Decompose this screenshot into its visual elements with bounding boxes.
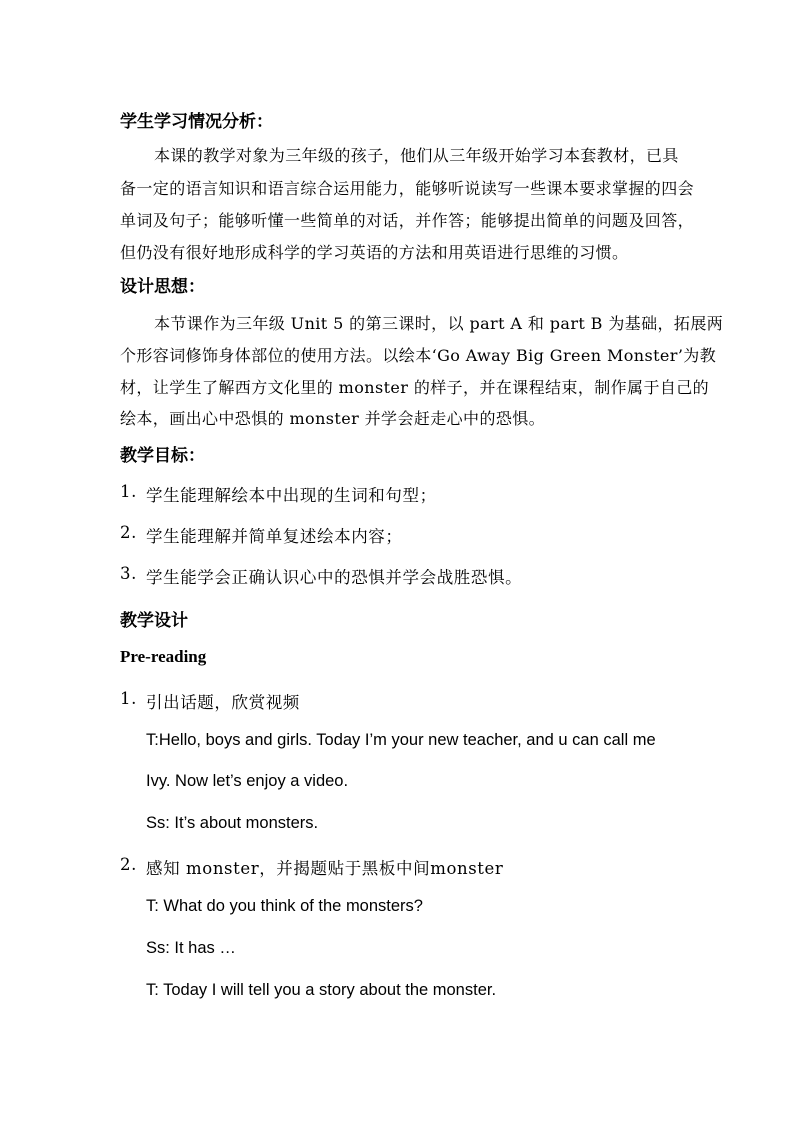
step-2-line-2: Ss: It has …: [146, 939, 236, 957]
stage-pre-reading: Pre-reading: [120, 647, 207, 666]
step-1-number: 1.: [120, 689, 137, 708]
goal-item-2-number: 2.: [120, 523, 137, 542]
step-1-title: 引出话题，欣赏视频: [146, 693, 300, 712]
analysis-line-1: 本课的教学对象为三年级的孩子，他们从三年级开始学习本套教材，已具: [154, 146, 679, 165]
step-2-line-3: T: Today I will tell you a story about the monster.: [146, 981, 497, 999]
step-1-line-1: T:Hello, boys and girls. Today I’m your new teacher, and u can call me: [146, 731, 656, 749]
goal-item-1-number: 1.: [120, 482, 137, 501]
heading-student-analysis: 学生学习情况分析：: [120, 112, 273, 132]
design-line-4: 绘本，画出心中恐惧的 monster 并学会赶走心中的恐惧。: [120, 409, 546, 428]
analysis-line-4: 但仍没有很好地形成科学的学习英语的方法和用英语进行思维的习惯。: [120, 243, 629, 262]
step-2-number: 2.: [120, 855, 137, 874]
goal-item-3-text: 学生能学会正确认识心中的恐惧并学会战胜恐惧。: [146, 568, 523, 587]
analysis-line-2: 备一定的语言知识和语言综合运用能力，能够听说读写一些课本要求掌握的四会: [120, 179, 695, 198]
step-1-line-2: Ivy. Now let’s enjoy a video.: [146, 772, 349, 790]
design-line-3: 材，让学生了解西方文化里的 monster 的样子，并在课程结束，制作属于自己的: [120, 378, 710, 397]
heading-teaching-design: 教学设计: [120, 611, 188, 631]
analysis-line-3: 单词及句子；能够听懂一些简单的对话，并作答；能够提出简单的问题及回答，: [120, 211, 695, 230]
design-line-2: 个形容词修饰身体部位的使用方法。以绘本‘Go Away Big Green Monster’为教: [120, 346, 717, 365]
goal-item-1-text: 学生能理解绘本中出现的生词和句型；: [146, 486, 437, 505]
step-1-line-3: Ss: It’s about monsters.: [146, 814, 319, 832]
heading-teaching-goals: 教学目标：: [120, 446, 205, 466]
step-2-title: 感知 monster，并揭题贴于黑板中间monster: [146, 859, 504, 878]
design-line-1: 本节课作为三年级 Unit 5 的第三课时，以 part A 和 part B 为基础，拓展两: [154, 314, 724, 333]
heading-design-idea: 设计思想：: [120, 277, 205, 297]
step-2-line-1: T: What do you think of the monsters?: [146, 897, 423, 915]
goal-item-2-text: 学生能理解并简单复述绘本内容；: [146, 527, 403, 546]
goal-item-3-number: 3.: [120, 564, 137, 583]
